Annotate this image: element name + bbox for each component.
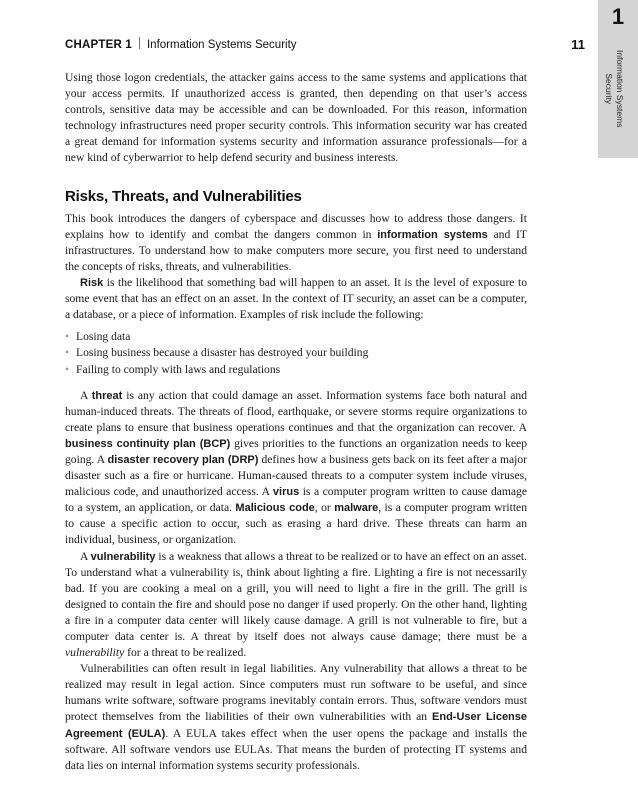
text-run: and IT infrastructures. To understand how to make computers more secure, you first need to understand the concepts of risks, threats, and vulnerabilities. xyxy=(65,227,527,273)
header-divider xyxy=(139,37,140,49)
running-header xyxy=(65,37,585,55)
list-item: • Losing data xyxy=(65,329,527,345)
chapter-thumb-tab xyxy=(598,0,638,158)
text-run: , is a computer program written to cause a specific action to occur, such as erasing a hard drive. These threats can harm an individual, business, or organization. xyxy=(65,501,528,547)
risk-paragraph xyxy=(65,275,527,323)
text-run: A xyxy=(80,388,92,402)
text-run: defines how a business gets back on its feet after a major disaster such as a fire or hurricane. Human-caused threats to a computer system include viruses, malicious code, and unauthorized access. A xyxy=(65,452,527,499)
text-run: Vulnerabilities can often result in legal liabilities. Any vulnerability that allows a threat to be realized may result in legal action. Since computers must run software to be useful, and since humans write software, software programs inevitably contain errors. Thus, software vendors must protect themselves from the liabilities of their own vulnerabilities with an xyxy=(65,662,527,724)
liability-paragraph xyxy=(65,661,527,774)
risk-examples-list xyxy=(65,329,527,377)
threat-paragraph xyxy=(65,388,527,549)
intro-paragraph: Using those logon credentials, the attacker gains access to the same systems and applications that your access permits. If unauthorized access is granted, then depending on that user’s access controls, sensitive data may be accessible and can be downloaded. For this reason, information technology infrastructures need proper security controls. This information security war has created a great demand for information systems security and information assurance professionals—for a new kind of cyberwarrior to help defend security and business interests. xyxy=(65,71,527,165)
overview-paragraph xyxy=(65,211,527,275)
key-term-malware: malware xyxy=(334,502,379,515)
text-run: A xyxy=(80,549,91,563)
tab-label-line-2: Security xyxy=(604,73,614,105)
key-term-vulnerability: vulnerability xyxy=(90,550,156,563)
key-term-drp: disaster recovery plan (DRP) xyxy=(107,453,259,466)
text-run: is a weakness that allows a threat to be realized or to have an effect on an asset. To understand what a vulnerability is, think about lighting a fire. Lighting a fire is not necessarily bad. If you are cooking a meal on a grill, you will need to light a fire in the grill. The grill is designed to contain the fire and should pose no danger if used properly. On the other hand, lighting a fire in a computer data center will likely cause damage. A grill is not vulnerable to fire, but a computer data center is. A threat by itself does not always cause damage; there must be a xyxy=(65,549,527,643)
text-run: This book introduces the dangers of cyberspace and discusses how to address those dangers. It explains how to identify and combat the dangers common in xyxy=(65,211,527,241)
text-run: for a threat to be realized. xyxy=(124,646,247,660)
key-term-bcp: business continuity plan (BCP) xyxy=(65,437,231,450)
chapter-title: Information Systems Security xyxy=(146,39,297,51)
tab-chapter-number: 1 xyxy=(611,4,625,29)
list-item: • Failing to comply with laws and regulations xyxy=(65,362,527,378)
text-run: gives priorities to the functions an organization needs to keep going. A xyxy=(65,436,527,466)
key-term-virus: virus xyxy=(272,486,300,499)
vulnerability-paragraph xyxy=(65,549,527,662)
tab-label-line-1: Information Systems xyxy=(615,50,625,128)
key-term-threat: threat xyxy=(91,389,123,402)
text-run: is any action that could damage an asset. Information systems face both natural and human-induced threats. The threats of flood, earthquake, or severe storms require organizations to create plans to ensure that business operations continues and that the organization can recover. A xyxy=(65,388,527,434)
list-item: • Losing business because a disaster has destroyed your building xyxy=(65,345,527,361)
emphasis-vulnerability: vulnerability xyxy=(65,646,125,660)
key-term-risk: Risk xyxy=(80,277,104,290)
text-run: is a computer program written to cause damage to a system, an application, or data. xyxy=(65,485,527,515)
page-body xyxy=(65,70,527,774)
text-run: , or xyxy=(314,501,335,515)
key-term-information-systems: information systems xyxy=(377,228,488,241)
tab-chapter-label xyxy=(603,50,625,127)
chapter-label: CHAPTER 1 xyxy=(65,39,132,51)
text-run: . A EULA takes effect when the user opens the package and installs the software. All software vendors use EULAs. That means the burden of protecting IT systems and data lies on internal information systems security professionals. xyxy=(65,726,527,772)
page-number: 11 xyxy=(571,37,585,52)
section-heading: Risks, Threats, and Vulnerabilities xyxy=(65,187,302,205)
text-run: is the likelihood that something bad will happen to an asset. It is the level of exposure to some event that has an effect on an asset. In the context of IT security, an asset can be a computer, a database, or a piece of information. Examples of risk include the following: xyxy=(65,276,527,322)
key-term-malicious-code: Malicious code xyxy=(235,502,315,515)
key-term-eula: End-User License Agreement (EULA) xyxy=(65,711,528,740)
